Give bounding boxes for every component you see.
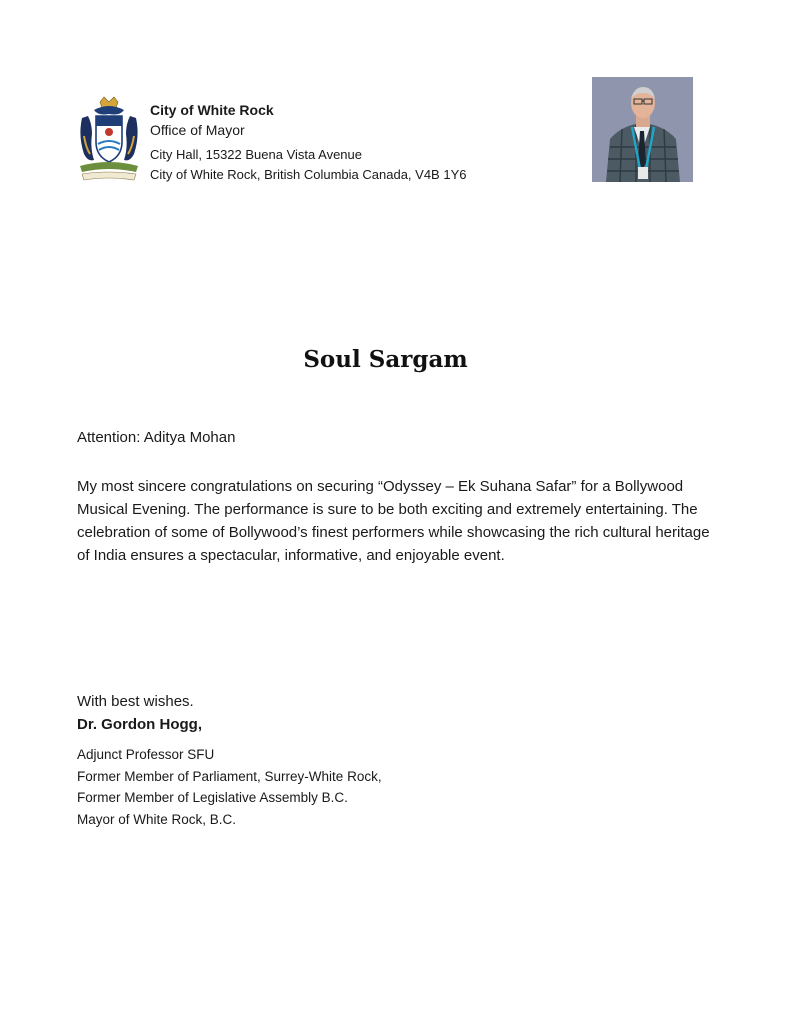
signer-name: Dr. Gordon Hogg, (77, 716, 202, 733)
signer-title: Adjunct Professor SFU (77, 747, 215, 762)
address-line-2: City of White Rock, British Columbia Canada, V4B 1Y6 (150, 167, 467, 182)
org-name: City of White Rock (150, 102, 274, 118)
address-block (150, 145, 466, 185)
mayor-portrait (592, 77, 693, 182)
office-name: Office of Mayor (150, 122, 245, 138)
signer-titles (77, 744, 382, 830)
letter-body: My most sincere congratulations on securing “Odyssey – Ek Suhana Safar” for a Bollywood Musical Evening. The performance is sure to be both exciting and extremely entertaining. The celebration of some of Bollywood’s finest performers while showcasing the rich cultural heritage of India ensures a spectacular, informative, and enjoyable event. (77, 478, 710, 564)
signer-title: Mayor of White Rock, B.C. (77, 811, 237, 827)
address-line-1: City Hall, 15322 Buena Vista Avenue (150, 147, 362, 162)
attention-line: Attention: Aditya Mohan (77, 429, 236, 446)
signer-title: Former Member of Parliament, Surrey-White Rock, (77, 768, 382, 784)
letterhead (150, 101, 466, 185)
coat-of-arms-icon (76, 96, 142, 182)
letter-title: Soul Sargam (303, 346, 468, 373)
closing-line: With best wishes. (77, 693, 194, 710)
signer-title: Former Member of Legislative Assembly B.C. (77, 790, 348, 805)
